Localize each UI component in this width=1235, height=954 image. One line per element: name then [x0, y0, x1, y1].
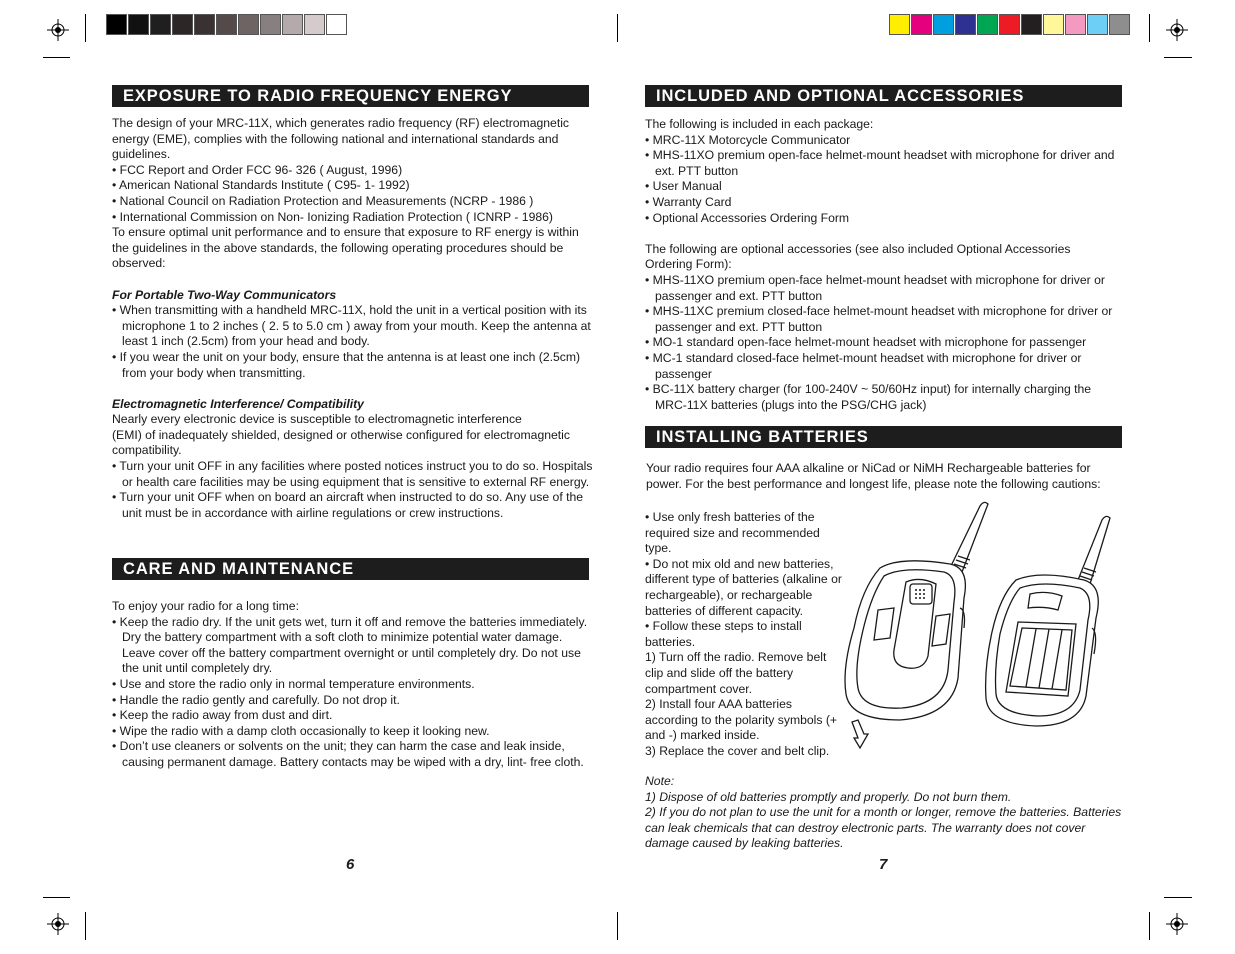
radio-battery-illustration [840, 498, 1130, 754]
color-swatch [282, 14, 303, 35]
included-item: • Warranty Card [645, 194, 732, 209]
color-swatch [933, 14, 954, 35]
caution-item: • Use only fresh batteries of the required size and recommended type. [645, 510, 820, 556]
caution-item: • Follow these steps to install batteries. [645, 619, 802, 649]
included-item: • MRC-11X Motorcycle Communicator [645, 132, 851, 147]
care-item: • Use and store the radio only in normal temperature environments. [112, 676, 475, 691]
note-label: Note: [645, 774, 675, 788]
battery-notes [645, 774, 1123, 852]
standard-item: • International Commission on Non- Ionizing Radiation Protection ( ICNRP - 1986) [112, 209, 553, 224]
page-number-right: 7 [879, 856, 888, 873]
battery-cautions [645, 510, 847, 760]
batteries-intro: Your radio requires four AAA alkaline or NiCad or NiMH Rechargeable batteries for power. For the best performance and longest life, please note the following cautions: [646, 461, 1101, 491]
optional-item: • BC-11X battery charger (for 100-240V ~ 50/60Hz input) for internally charging the MRC-11X batteries (plugs into the PSG/CHG jack) [645, 382, 1092, 412]
crop-mark [1149, 14, 1150, 42]
color-swatch [1043, 14, 1064, 35]
standard-item: • American National Standards Institute ( C95- 1- 1992) [112, 178, 410, 193]
color-swatch [911, 14, 932, 35]
fold-mark [617, 14, 618, 42]
color-swatch [1087, 14, 1108, 35]
crop-mark [85, 912, 86, 940]
color-swatch [1109, 14, 1130, 35]
included-intro: The following is included in each package: [645, 117, 874, 131]
emi-item: • Turn your unit OFF when on board an aircraft when instructed to do so. Any use of the unit must be in accordance with airline regulations or crew instructions. [112, 490, 584, 520]
caution-item: 2) Install four AAA batteries according to the polarity symbols (+ and -) marked inside. [645, 697, 838, 743]
emi-line: Nearly every electronic device is susceptible to electromagnetic interference [112, 412, 522, 427]
optional-intro: The following are optional accessories (see also included Optional Accessories Ordering Form): [645, 241, 1071, 272]
color-swatch [977, 14, 998, 35]
standard-item: • FCC Report and Order FCC 96- 326 ( August, 1996) [112, 162, 403, 177]
section-header-exposure: EXPOSURE TO RADIO FREQUENCY ENERGY [112, 85, 589, 107]
crop-mark [1164, 57, 1192, 58]
crop-mark [1149, 912, 1150, 940]
caution-item: 3) Replace the cover and belt clip. [645, 743, 830, 758]
color-swatch [238, 14, 259, 35]
registration-target-icon [1166, 19, 1188, 41]
portable-item: • When transmitting with a handheld MRC-11X, hold the unit in a vertical position with its microphone 1 to 2 inches ( 2. 5 to 5.0 cm ) away from your mouth. Keep the antenna at least 1 inch (2.5cm) from your head and body. [112, 303, 591, 349]
crop-mark [85, 14, 86, 42]
included-item: • Optional Accessories Ordering Form [645, 210, 850, 225]
standard-item: • National Council on Radiation Protection and Measurements (NCRP - 1986 ) [112, 193, 534, 208]
care-item: • Handle the radio gently and carefully. Do not drop it. [112, 692, 400, 707]
caution-item: • Do not mix old and new batteries, different type of batteries (alkaline or rechargeable), or rechargeable batteries of different capacity. [645, 556, 842, 618]
optional-item: • MHS-11XC premium closed-face helmet-mount headset with microphone for driver or passenger and ext. PTT button [645, 304, 1113, 334]
color-swatch [955, 14, 976, 35]
color-swatch [106, 14, 127, 35]
portable-heading: For Portable Two-Way Communicators [112, 287, 337, 302]
registration-target-icon [1166, 913, 1188, 935]
color-swatch [326, 14, 347, 35]
care-item: • Don’t use cleaners or solvents on the unit; they can harm the case and leak inside, causing permanent damage. Battery contacts may be wiped with a dry, lint- free cloth. [112, 739, 584, 769]
portable-item: • If you wear the unit on your body, ensure that the antenna is at least one inch (2.5cm) from your body when transmitting. [112, 349, 581, 380]
section-header-accessories: INCLUDED AND OPTIONAL ACCESSORIES [645, 85, 1122, 107]
page-number-left: 6 [346, 856, 355, 873]
section-header-batteries: INSTALLING BATTERIES [645, 426, 1122, 448]
optional-item: • MO-1 standard open-face helmet-mount headset with microphone for passenger [645, 335, 1087, 350]
exposure-intro: The design of your MRC-11X, which generates radio frequency (RF) electromagnetic energy (EME), complies with the following national and international standards and guidelines. [112, 116, 570, 162]
care-item: • Wipe the radio with a damp cloth occasionally to keep it looking new. [112, 723, 490, 738]
fold-mark [617, 912, 618, 940]
emi-line: (EMI) of inadequately shielded, designed or otherwise configured for electromagnetic compatibility. [112, 427, 570, 458]
care-intro: To enjoy your radio for a long time: [112, 599, 299, 613]
caution-item: 1) Turn off the radio. Remove belt clip and slide off the battery compartment cover. [645, 650, 827, 696]
color-swatch [260, 14, 281, 35]
color-swatch [172, 14, 193, 35]
color-swatch [1065, 14, 1086, 35]
crop-mark [43, 897, 70, 898]
accessories-body [645, 117, 1117, 413]
note-item: 1) Dispose of old batteries promptly and properly. Do not burn them. [645, 789, 1012, 804]
color-swatch [1021, 14, 1042, 35]
optional-item: • MC-1 standard closed-face helmet-mount headset with microphone for driver or passenger [645, 350, 1082, 381]
exposure-body [112, 116, 594, 521]
care-item: • Keep the radio dry. If the unit gets wet, turn it off and remove the batteries immediately. Dry the battery compartment with a soft cloth to minimize potential water damage. Leave cover off the battery compartment overnight or until completely dry. Do not use the unit until completely dry. [112, 614, 588, 676]
emi-heading: Electromagnetic Interference/ Compatibility [112, 396, 364, 411]
color-swatch [304, 14, 325, 35]
emi-item: • Turn your unit OFF in any facilities where posted notices instruct you to do so. Hospitals or health care facilities may be using equipment that is sensitive to external RF energy. [112, 459, 593, 489]
included-item: • MHS-11XO premium open-face helmet-mount headset with microphone for driver and ext. PTT button [645, 148, 1115, 178]
care-item: • Keep the radio away from dust and dirt. [112, 708, 333, 723]
care-body [112, 599, 589, 771]
color-swatch [999, 14, 1020, 35]
crop-mark [1164, 897, 1192, 898]
color-swatch [194, 14, 215, 35]
section-header-care: CARE AND MAINTENANCE [112, 558, 589, 580]
color-swatch [216, 14, 237, 35]
ensure-paragraph: To ensure optimal unit performance and to ensure that exposure to RF energy is within the guidelines in the above standards, the following operating procedures should be observed: [112, 225, 579, 271]
color-swatch [150, 14, 171, 35]
included-item: • User Manual [645, 179, 722, 194]
optional-item: • MHS-11XO premium open-face helmet-mount headset with microphone for driver or passenger and ext. PTT button [645, 272, 1105, 303]
color-swatch [889, 14, 910, 35]
crop-mark [43, 57, 70, 58]
note-item: 2) If you do not plan to use the unit for a month or longer, remove the batteries. Batteries can leak chemicals that can destroy electronic parts. The warranty does not cover damage caused by leaking batteries. [645, 805, 1122, 851]
registration-target-icon [47, 19, 69, 41]
registration-target-icon [47, 913, 69, 935]
color-swatch [128, 14, 149, 35]
